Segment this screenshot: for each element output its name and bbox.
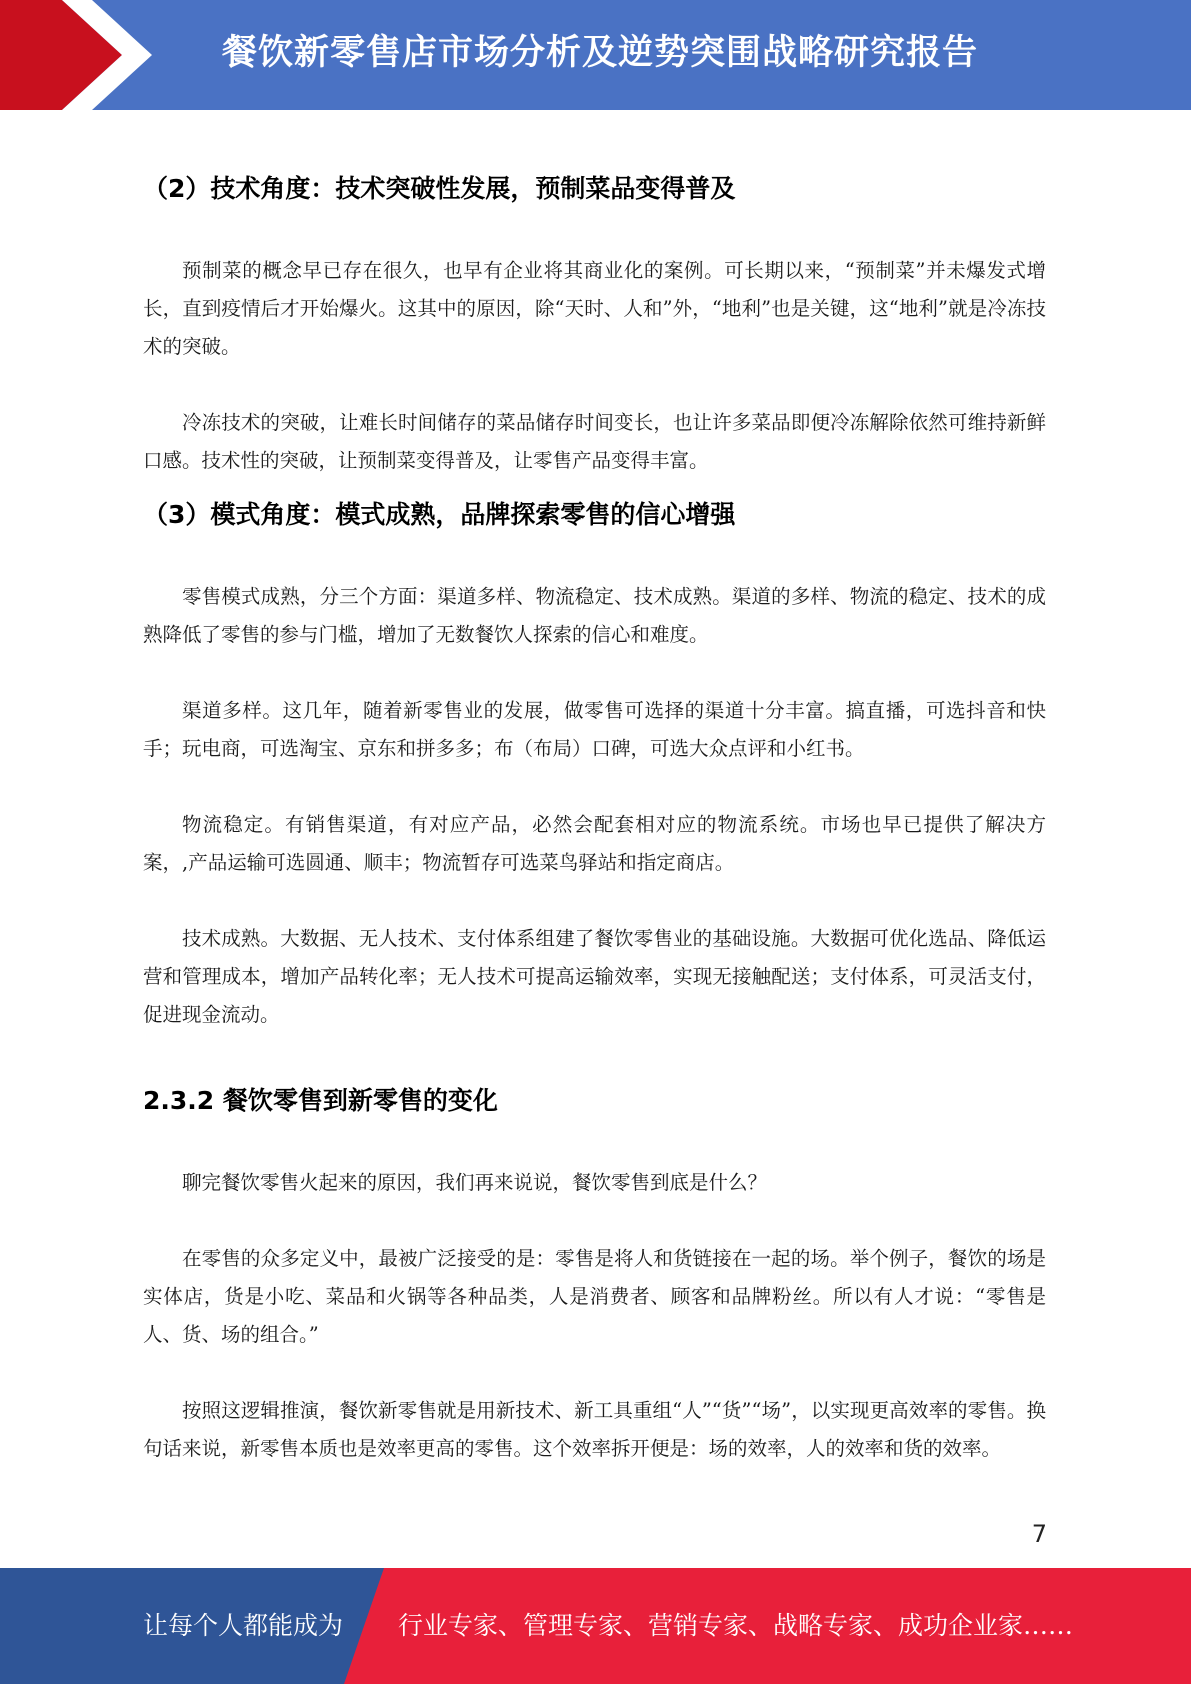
paragraph: 冷冻技术的突破，让难长时间储存的菜品储存时间变长，也让许多菜品即便冷冻解除依然可维持新鲜口感。技术性的突破，让预制菜变得普及，让零售产品变得丰富。 (143, 411, 1046, 472)
paragraph: 按照这逻辑推演，餐饮新零售就是用新技术、新工具重组“人”“货”“场”，以实现更高效率的零售。换句话来说，新零售本质也是效率更高的零售。这个效率拆开便是：场的效率，人的效率和货的效率。 (143, 1399, 1046, 1460)
footer-banner (0, 1568, 1191, 1684)
footer-slogan-left: 让每个人都能成为 (143, 1611, 344, 1640)
footer-slogan-right: 行业专家、管理专家、营销专家、战略专家、成功企业家…… (398, 1611, 1074, 1640)
paragraph: 聊完餐饮零售火起来的原因，我们再来说说，餐饮零售到底是什么？ (182, 1171, 768, 1194)
section-heading-technology: （2）技术角度：技术突破性发展，预制菜品变得普及 (143, 174, 736, 203)
section-heading-model: （3）模式角度：模式成熟，品牌探索零售的信心增强 (143, 500, 736, 529)
report-title: 餐饮新零售店市场分析及逆势突围战略研究报告 (222, 33, 979, 73)
paragraph: 预制菜的概念早已存在很久，也早有企业将其商业化的案例。可长期以来，“预制菜”并未爆发式增长，直到疫情后才开始爆火。这其中的原因，除“天时、人和”外，“地利”也是关键，这“地利”就是冷冻技术的突破。 (143, 259, 1046, 358)
section-heading-2-3-2: 2.3.2 餐饮零售到新零售的变化 (143, 1086, 498, 1115)
paragraph: 物流稳定。有销售渠道，有对应产品，必然会配套相对应的物流系统。市场也早已提供了解决方案，,产品运输可选圆通、顺丰；物流暂存可选菜鸟驿站和指定商店。 (143, 813, 1046, 874)
paragraph: 技术成熟。大数据、无人技术、支付体系组建了餐饮零售业的基础设施。大数据可优化选品、降低运营和管理成本，增加产品转化率；无人技术可提高运输效率，实现无接触配送；支付体系，可灵活支付，促进现金流动。 (143, 927, 1046, 1026)
red-chevron-decoration (0, 0, 160, 110)
page-number: 7 (1031, 1520, 1047, 1548)
page-content (143, 160, 1046, 1468)
paragraph: 渠道多样。这几年，随着新零售业的发展，做零售可选择的渠道十分丰富。搞直播，可选抖音和快手；玩电商，可选淘宝、京东和拼多多；布（布局）口碑，可选大众点评和小红书。 (143, 699, 1046, 760)
paragraph: 零售模式成熟，分三个方面：渠道多样、物流稳定、技术成熟。渠道的多样、物流的稳定、技术的成熟降低了零售的参与门槛，增加了无数餐饮人探索的信心和难度。 (143, 585, 1046, 646)
report-header-bar (0, 0, 1191, 110)
paragraph: 在零售的众多定义中，最被广泛接受的是：零售是将人和货链接在一起的场。举个例子，餐饮的场是实体店，货是小吃、菜品和火锅等各种品类，人是消费者、顾客和品牌粉丝。所以有人才说：“零售是人、货、场的组合。” (143, 1247, 1046, 1346)
